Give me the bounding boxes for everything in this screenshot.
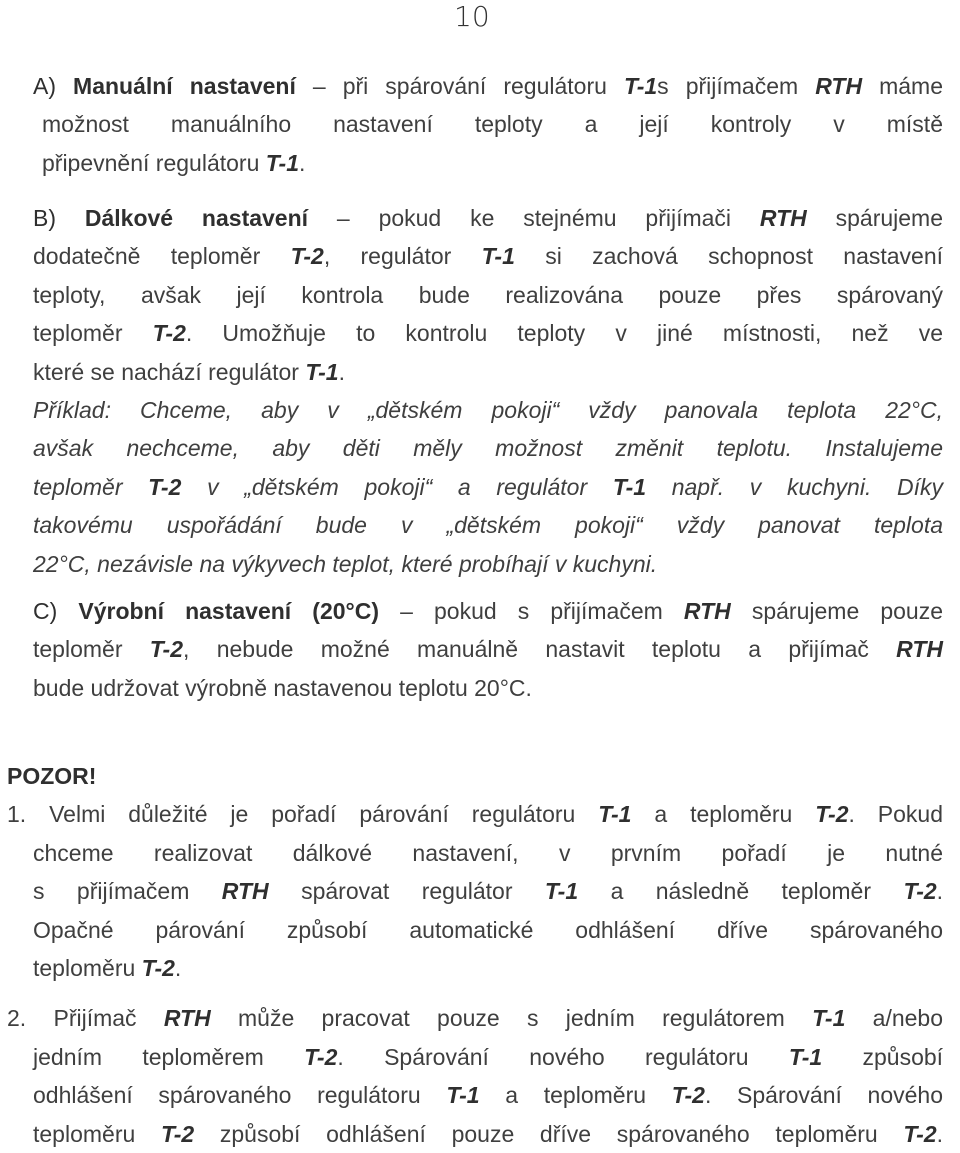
model-name: T-1 bbox=[544, 878, 579, 905]
text: teploměru bbox=[33, 1120, 136, 1147]
text: připevnění regulátoru bbox=[42, 149, 260, 176]
text: . bbox=[936, 1120, 943, 1147]
dash: – bbox=[336, 205, 350, 231]
text: si zachová schopnost nastavení bbox=[545, 243, 944, 270]
text: jedním teploměrem bbox=[33, 1043, 264, 1070]
text: které se nachází regulátor bbox=[33, 358, 299, 385]
model-name: T-1 bbox=[788, 1043, 823, 1070]
model-name: T-1 bbox=[305, 358, 339, 385]
text: . bbox=[174, 955, 182, 982]
section-a-title: Manuální nastavení bbox=[73, 73, 296, 99]
section-a bbox=[33, 67, 943, 182]
model-name: T-2 bbox=[304, 1043, 338, 1070]
text: při spárování regulátoru bbox=[342, 73, 607, 99]
example-line-4: takovému uspořádání bude v „dětském pokoji“ vždy panovat teplota bbox=[33, 512, 943, 539]
text: Přijímač bbox=[53, 1005, 137, 1032]
text: . Spárování nového bbox=[704, 1082, 944, 1109]
text: , regulátor bbox=[323, 243, 452, 270]
text: a teploměru bbox=[654, 801, 793, 828]
model-name: T-2 bbox=[903, 878, 937, 905]
section-a-line-1 bbox=[33, 67, 943, 105]
warning-item-1-line-1 bbox=[7, 795, 943, 833]
model-name: T-1 bbox=[812, 1005, 846, 1032]
model-name: T-2 bbox=[815, 801, 849, 828]
warning-section bbox=[7, 757, 943, 1153]
model-name: T-2 bbox=[152, 320, 186, 347]
section-c-line-1 bbox=[33, 592, 943, 630]
text: dodatečně teploměr bbox=[33, 243, 261, 270]
section-c-line-3: bude udržovat výrobně nastavenou teplotu 20°C. bbox=[33, 674, 532, 701]
section-a-line-3 bbox=[42, 144, 943, 182]
model-name: T-2 bbox=[903, 1120, 937, 1147]
text: může pracovat pouze s jedním regulátorem bbox=[238, 1005, 785, 1032]
text: pokud s přijímačem bbox=[433, 598, 663, 624]
model-name: T-2 bbox=[290, 243, 324, 270]
warning-item-1-line-4: Opačné párování způsobí automatické odhlášení dříve spárovaného bbox=[33, 916, 943, 943]
text: s přijímačem bbox=[33, 878, 190, 905]
section-b-line-5 bbox=[33, 353, 943, 391]
section-c-letter: C) bbox=[33, 598, 58, 624]
dash: – bbox=[400, 598, 413, 624]
model-name: T-1 bbox=[598, 801, 632, 828]
text: spárujeme pouze bbox=[751, 598, 943, 624]
text: . bbox=[299, 149, 306, 176]
section-c-line-2 bbox=[33, 630, 943, 668]
text: např. v kuchyni. Díky bbox=[671, 473, 944, 500]
warning-item-1-line-5 bbox=[33, 949, 943, 987]
model-name: T-1 bbox=[623, 73, 658, 99]
model-name: RTH bbox=[683, 598, 731, 624]
item-number: 2. bbox=[7, 1005, 27, 1032]
warning-item-2-line-2 bbox=[33, 1038, 943, 1076]
section-b-line-2 bbox=[33, 237, 943, 275]
warning-item-2-line-3 bbox=[33, 1076, 943, 1114]
text: , nebude možné manuálně nastavit teplotu a přijímač bbox=[183, 636, 869, 663]
text: . Umožňuje to kontrolu teploty v jiné místnosti, než ve bbox=[185, 320, 944, 347]
section-a-letter: A) bbox=[33, 73, 56, 99]
text: spárovat regulátor bbox=[301, 878, 513, 905]
model-name: T-2 bbox=[148, 473, 182, 500]
section-c bbox=[33, 592, 943, 707]
text: a/nebo bbox=[872, 1005, 944, 1032]
text: . Pokud bbox=[848, 801, 944, 828]
text: odhlášení spárovaného regulátoru bbox=[33, 1082, 421, 1109]
section-b-line-4 bbox=[33, 314, 943, 352]
text: způsobí bbox=[862, 1043, 944, 1070]
model-name: RTH bbox=[163, 1005, 211, 1032]
section-b-title: Dálkové nastavení bbox=[84, 205, 309, 231]
text: v „dětském pokoji“ a regulátor bbox=[207, 473, 588, 500]
section-b-line-1 bbox=[33, 199, 943, 237]
model-name: T-1 bbox=[265, 149, 299, 176]
warning-item-2-line-1 bbox=[7, 999, 943, 1037]
warning-item-1-line-2: chceme realizovat dálkové nastavení, v prvním pořadí je nutné bbox=[33, 839, 943, 866]
item-number: 1. bbox=[7, 801, 27, 828]
text: teploměr bbox=[33, 636, 123, 663]
warning-item-2-line-4 bbox=[33, 1115, 943, 1153]
text: teploměru bbox=[33, 955, 136, 982]
model-name: RTH bbox=[759, 205, 807, 231]
example-line-1: Příklad: Chceme, aby v „dětském pokoji“ vždy panovala teplota 22°C, bbox=[33, 397, 943, 424]
example-line-5: 22°C, nezávisle na výkyvech teplot, které probíhají v kuchyni. bbox=[33, 550, 658, 577]
section-b-letter: B) bbox=[33, 205, 56, 231]
page-number: 10 bbox=[454, 0, 490, 33]
model-name: T-2 bbox=[671, 1082, 705, 1109]
text: s přijímačem bbox=[657, 73, 799, 99]
model-name: RTH bbox=[896, 636, 944, 663]
text: . bbox=[936, 878, 944, 905]
model-name: RTH bbox=[815, 73, 863, 99]
text: spárujeme bbox=[835, 205, 944, 231]
text: máme bbox=[879, 73, 943, 99]
section-c-title: Výrobní nastavení (20°C) bbox=[78, 598, 379, 624]
model-name: T-2 bbox=[141, 955, 175, 982]
section-b-line-3: teploty, avšak její kontrola bude realizována pouze přes spárovaný bbox=[33, 281, 943, 308]
model-name: T-2 bbox=[149, 636, 184, 663]
text: Velmi důležité je pořadí párování regulátoru bbox=[49, 801, 576, 828]
text: . bbox=[338, 358, 345, 385]
model-name: RTH bbox=[221, 878, 269, 905]
text: a následně teploměr bbox=[610, 878, 872, 905]
model-name: T-1 bbox=[612, 473, 647, 500]
text: a teploměru bbox=[505, 1082, 647, 1109]
text: způsobí odhlášení pouze dříve spárovaného teploměru bbox=[219, 1120, 878, 1147]
model-name: T-2 bbox=[160, 1120, 195, 1147]
model-name: T-1 bbox=[446, 1082, 480, 1109]
text: . Spárování nového regulátoru bbox=[337, 1043, 749, 1070]
model-name: T-1 bbox=[481, 243, 515, 270]
text: teploměr bbox=[33, 320, 123, 347]
example-line-3 bbox=[33, 468, 943, 506]
warning-title: POZOR! bbox=[7, 763, 97, 789]
text: teploměr bbox=[33, 473, 123, 500]
warning-item-1-line-3 bbox=[33, 872, 943, 910]
example-line-2: avšak nechceme, aby děti měly možnost změnit teplotu. Instalujeme bbox=[33, 435, 943, 462]
dash: – bbox=[312, 73, 326, 99]
section-a-line-2: možnost manuálního nastavení teploty a její kontroly v místě bbox=[42, 111, 943, 138]
section-b bbox=[33, 199, 943, 583]
text: pokud ke stejnému přijímači bbox=[378, 205, 732, 231]
